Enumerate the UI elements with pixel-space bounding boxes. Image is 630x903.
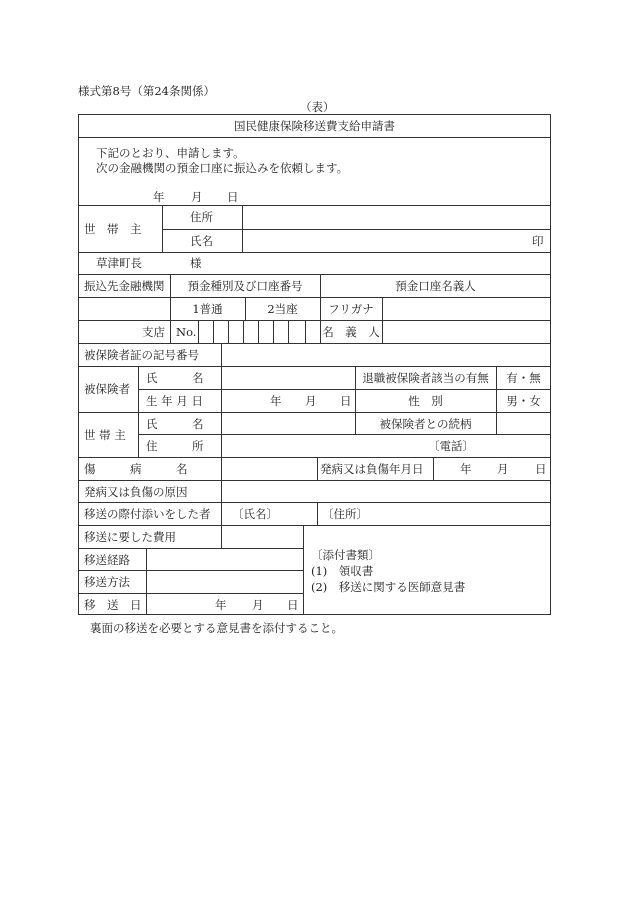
householder-label: 世 帯 主 [84,222,142,236]
birth-day: 日 [340,394,352,408]
attachment-2: (2) 移送に関する医師意見書 [311,580,466,594]
onset-year: 年 [460,462,472,476]
cost-label: 移送に要した費用 [84,530,176,544]
sex-label: 性 別 [408,394,443,408]
insured-name-label: 氏 名 [146,371,204,385]
sex-value[interactable]: 男・女 [506,394,541,408]
cause-field[interactable] [222,481,550,501]
relation-label: 被保険者との続柄 [379,417,472,431]
retired-label: 退職被保険者該当の有無 [362,371,489,385]
form-title: 国民健康保険移送費支給申請書 [234,119,395,133]
branch-label: 支店 [142,325,165,339]
onset-day: 日 [535,462,547,476]
birth-year: 年 [270,394,282,408]
birth-label: 生 年 月 日 [146,394,203,408]
escort-label: 移送の際付添いをした者 [84,507,211,521]
name-label: 氏名 [190,234,213,248]
seal-mark: 印 [532,234,544,248]
route-label: 移送経路 [84,553,130,567]
bank-label: 振込先金融機関 [84,279,165,293]
phone-label: 〔電話〕 [428,439,474,453]
front-label: （表） [300,100,335,114]
cause-label: 発病又は負傷の原因 [84,485,188,499]
account-holder-header: 預金口座名義人 [395,279,476,293]
retired-value[interactable]: 有・無 [506,371,541,385]
holder-name-field[interactable] [383,321,550,342]
onset-month: 月 [497,462,509,476]
account-option-current[interactable]: 2当座 [267,302,298,316]
footer-note: 裏面の移送を必要とする意見書を添付すること。 [90,621,343,635]
address-label: 住所 [190,210,213,224]
transfer-month: 月 [252,598,264,612]
account-type-header: 預金種別及び口座番号 [187,279,303,293]
attachments-title: 〔添付書類〕 [311,548,380,562]
intro-line-1: 下記のとおり、申請します。 [96,146,245,160]
disease-label: 傷 病 名 [84,462,188,476]
householder-address-field[interactable] [243,206,550,228]
transfer-date-label: 移 送 日 [84,598,142,612]
furigana-label: フリガナ [328,302,374,316]
insured-label: 被保険者 [84,382,130,396]
form-number: 様式第8号（第24条関係） [78,84,215,98]
householder-name-field[interactable] [243,230,523,251]
method-label: 移送方法 [84,575,130,589]
householder-2-address-label: 住 所 [146,439,204,453]
householder-2-name-label: 氏 名 [146,417,204,431]
onset-label: 発病又は負傷年月日 [320,462,424,476]
holder-name-label: 名 義 人 [322,325,380,339]
furigana-field[interactable] [383,298,550,319]
escort-address-label: 〔住所〕 [322,507,368,521]
mayor-suffix: 様 [190,256,202,270]
transfer-year: 年 [215,598,227,612]
mayor-label: 草津町長 [96,256,142,270]
escort-name-label: 〔氏名〕 [232,507,278,521]
date-month: 月 [191,190,203,204]
date-year: 年 [153,190,165,204]
account-option-ordinary[interactable]: 1普通 [192,302,223,316]
attachment-1: (1) 領収書 [311,564,374,578]
date-day: 日 [227,190,239,204]
insured-cert-field[interactable] [222,344,550,365]
transfer-day: 日 [287,598,299,612]
insured-cert-label: 被保険者証の記号番号 [84,348,199,362]
householder-2-label: 世 帯 主 [84,428,126,442]
birth-month: 月 [305,394,317,408]
account-number-label: No. [176,325,197,339]
intro-line-2: 次の金融機関の預金口座に振込みを依頼します。 [96,161,349,175]
